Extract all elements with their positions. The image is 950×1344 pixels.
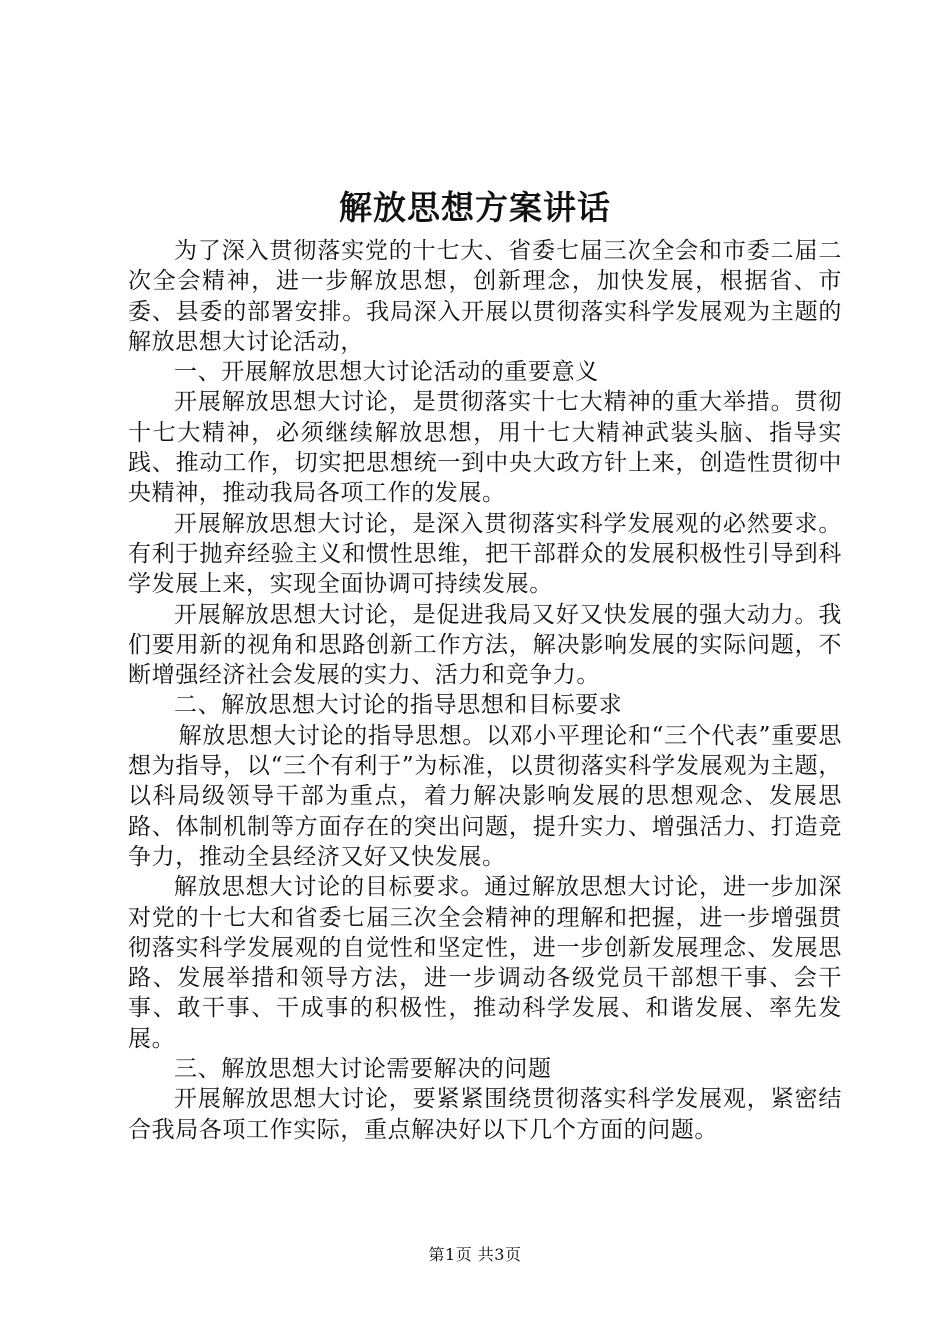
paragraph-significance-1: 开展解放思想大讨论，是贯彻落实十七大精神的重大举措。贯彻十七大精神，必须继续解放思想，用十七大精神武装头脑、指导实践、推动工作，切实把思想统一到中央大政方针上来，创造性贯彻中央精神，推动我局各项工作的发展。 bbox=[128, 389, 842, 507]
page-number-footer: 第1页 共3页 bbox=[428, 1245, 522, 1264]
paragraph-goals: 解放思想大讨论的目标要求。通过解放思想大讨论，进一步加深对党的十七大和省委七届三次全会精神的理解和把握，进一步增强贯彻落实科学发展观的自觉性和坚定性，进一步创新发展理念、发展思路、发展举措和领导方法，进一步调动各级党员干部想干事、会干事、敢干事、干成事的积极性，推动科学发展、和谐发展、率先发展。 bbox=[128, 874, 842, 1052]
section-heading-2: 二、解放思想大讨论的指导思想和目标要求 bbox=[174, 692, 623, 719]
paragraph-significance-2: 开展解放思想大讨论，是深入贯彻落实科学发展观的必然要求。有利于抛弃经验主义和惯性思维，把干部群众的发展积极性引导到科学发展上来，实现全面协调可持续发展。 bbox=[128, 510, 842, 598]
paragraph-guiding-thought: 解放思想大讨论的指导思想。以邓小平理论和“三个代表”重要思想为指导，以“三个有利于”为标准，以贯彻落实科学发展观为主题，以科局级领导干部为重点，着力解决影响发展的思想观念、发展思路、体制机制等方面存在的突出问题，提升实力、增强活力、打造竞争力，推动全县经济又好又快发展。 bbox=[128, 722, 842, 870]
document-title: 解放思想方案讲话 bbox=[339, 188, 611, 227]
paragraph-problems: 开展解放思想大讨论，要紧紧围绕贯彻落实科学发展观，紧密结合我局各项工作实际，重点解决好以下几个方面的问题。 bbox=[128, 1086, 842, 1143]
paragraph-intro: 为了深入贯彻落实党的十七大、省委七届三次全会和市委二届二次全会精神，进一步解放思想，创新理念，加快发展，根据省、市委、县委的部署安排。我局深入开展以贯彻落实科学发展观为主题的解放思想大讨论活动， bbox=[128, 238, 842, 355]
section-heading-3: 三、解放思想大讨论需要解决的问题 bbox=[174, 1056, 552, 1083]
paragraph-significance-3: 开展解放思想大讨论，是促进我局又好又快发展的强大动力。我们要用新的视角和思路创新工作方法，解决影响发展的实际问题，不断增强经济社会发展的实力、活力和竞争力。 bbox=[128, 601, 842, 689]
section-heading-1: 一、开展解放思想大讨论活动的重要意义 bbox=[174, 359, 599, 386]
document-body bbox=[128, 236, 842, 1145]
